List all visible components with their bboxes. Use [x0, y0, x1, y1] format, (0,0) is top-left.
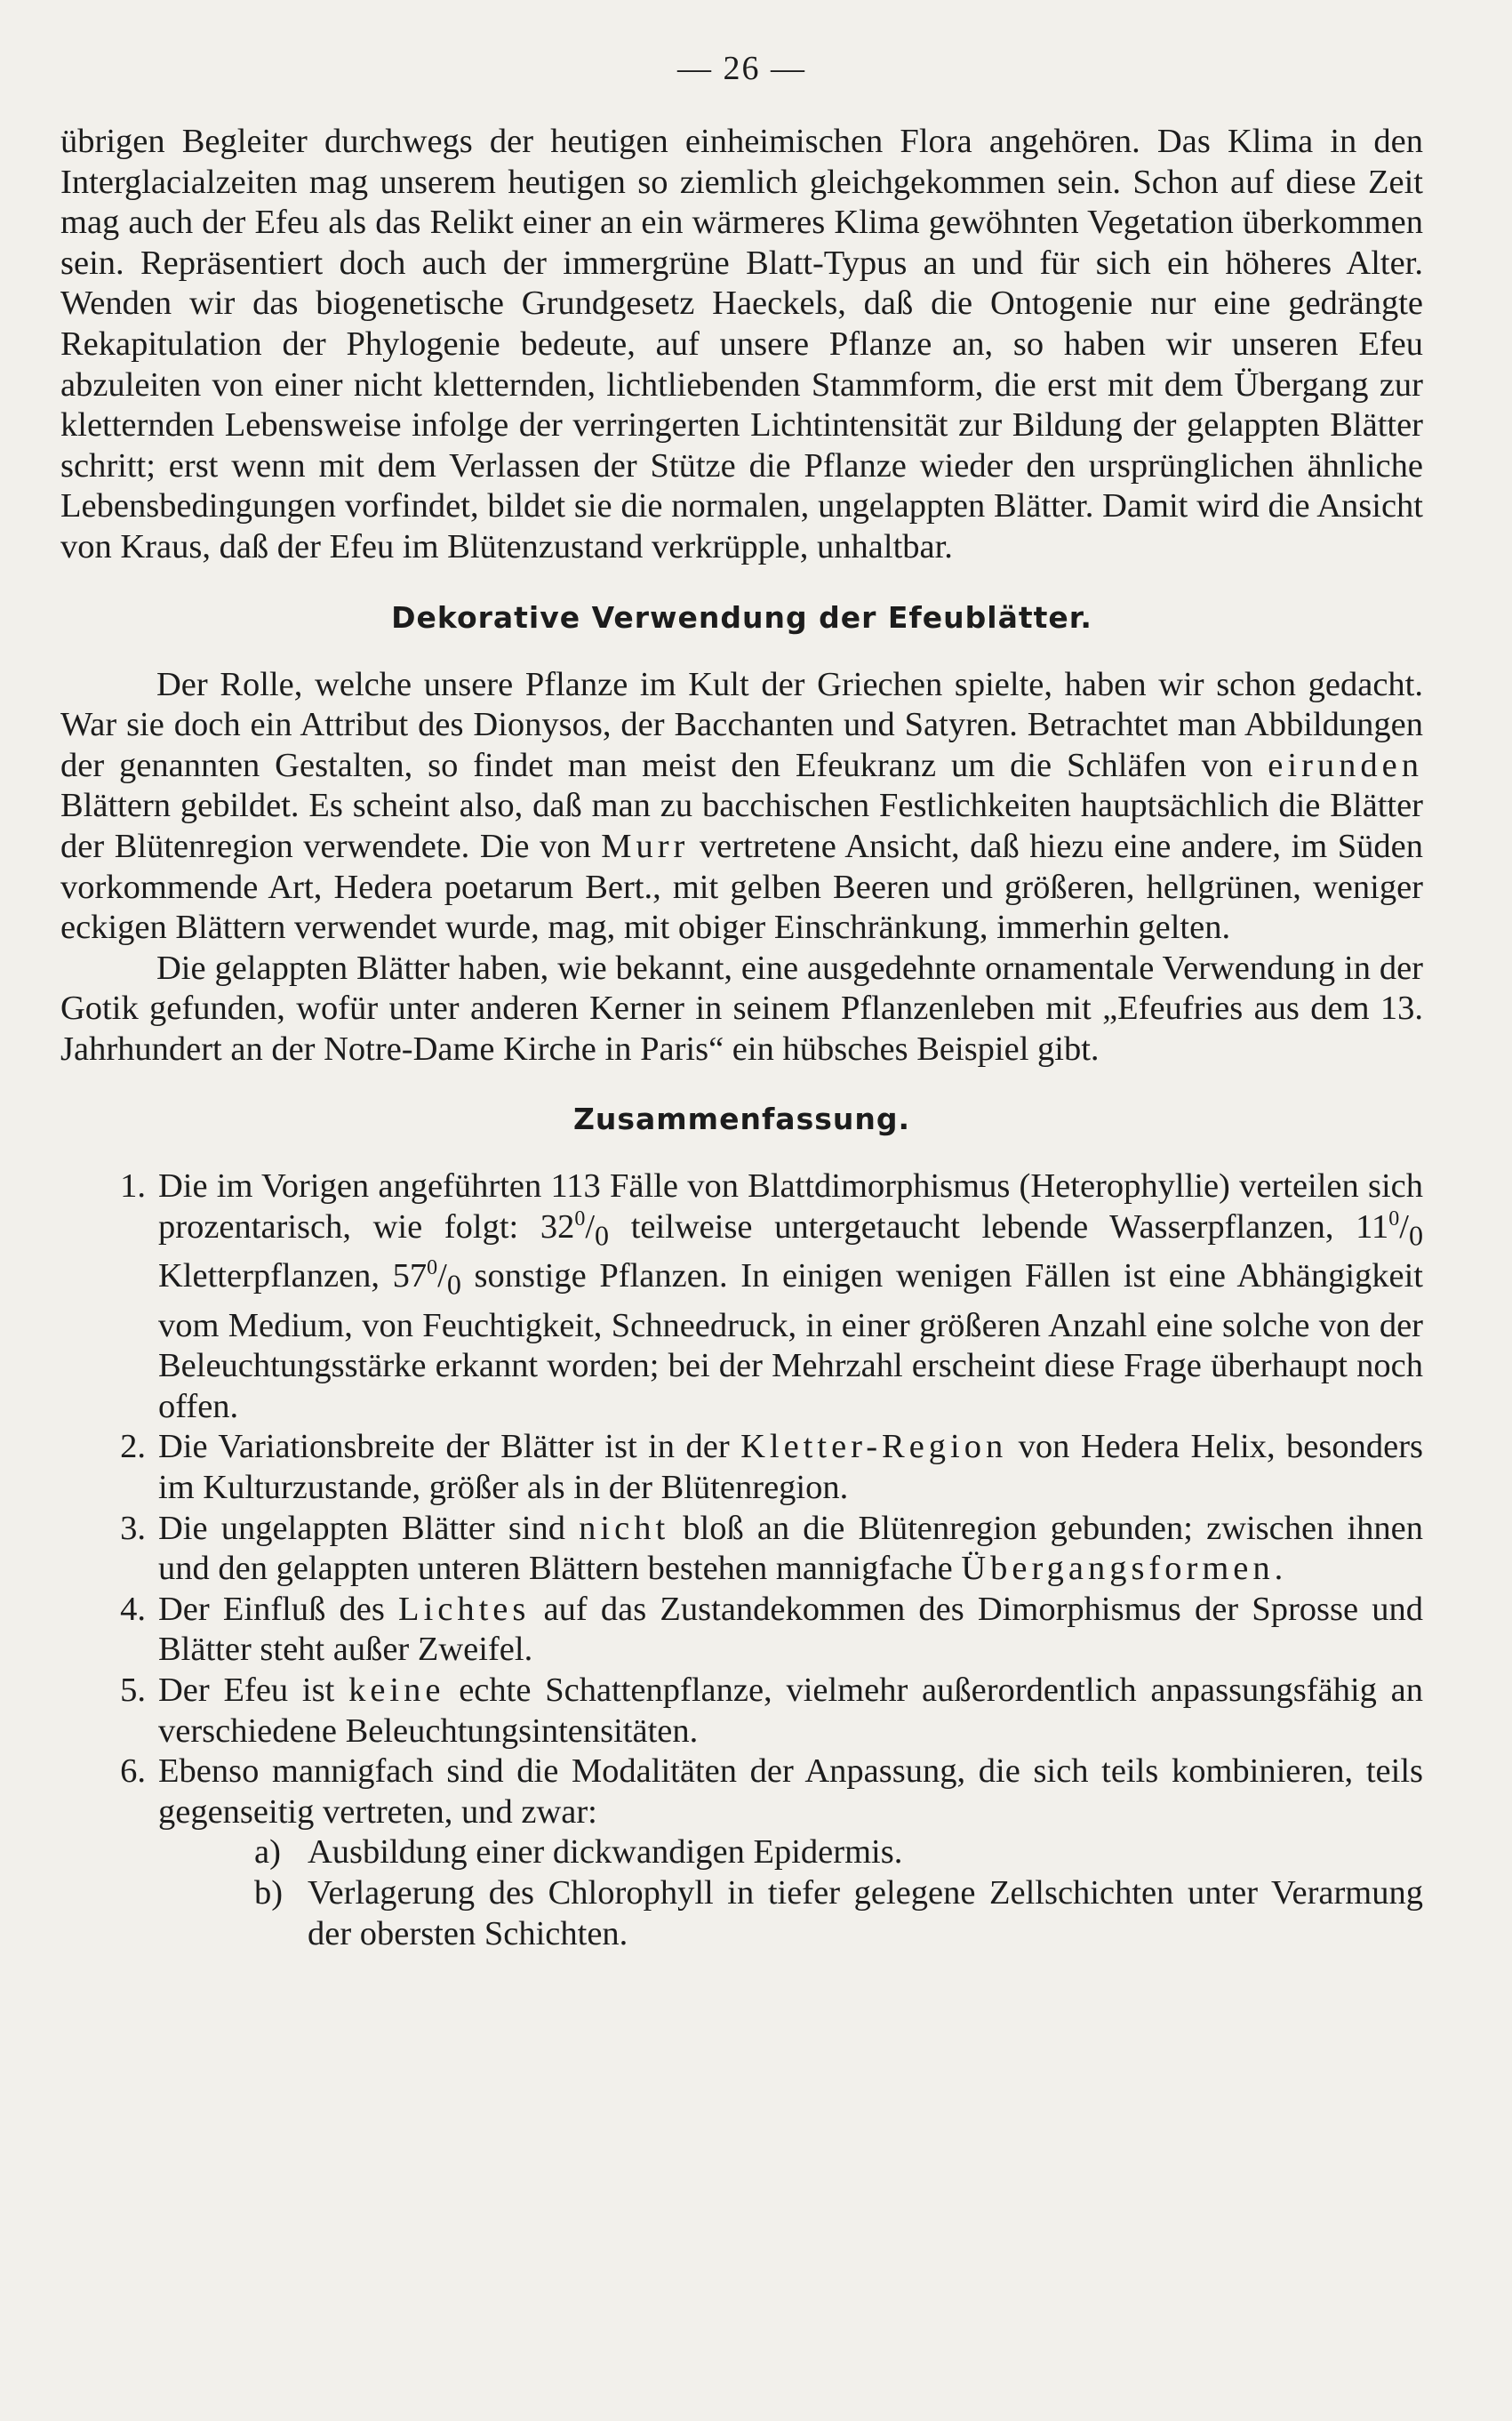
spaced-word: Murr — [601, 827, 690, 865]
spaced-word: eirunden — [1268, 746, 1423, 784]
paragraph-dionysos-cult — [60, 665, 1423, 949]
percent-slash: / — [1399, 1208, 1409, 1247]
percent-slash: / — [585, 1208, 596, 1247]
list-number: 3. — [120, 1509, 146, 1547]
list-item-text — [158, 1166, 1423, 1427]
text-run: Die ungelappten Blätter sind — [158, 1509, 580, 1547]
list-item — [60, 1166, 1423, 1427]
percent-denominator: 0 — [595, 1219, 610, 1252]
text-run: Kletterpflanzen, 57 — [158, 1257, 428, 1295]
sub-list-text: Ausbildung einer dickwandigen Epidermis. — [308, 1833, 903, 1872]
list-number: 5. — [120, 1671, 146, 1709]
list-number: 6. — [120, 1752, 146, 1791]
percent-numerator: 0 — [1388, 1207, 1400, 1231]
spaced-word: keine — [348, 1671, 445, 1709]
list-item-text — [158, 1671, 1423, 1752]
list-item-text: Ebenso mannigfach sind die Modalitäten der Anpassung, die sich teils kombinieren, teils gegenseitig vertreten, und zwar: — [158, 1752, 1423, 1831]
list-item — [60, 1752, 1423, 1832]
text-run: von Hedera Helix, besonders im Kulturzustande, größer als in der Blütenregion. — [158, 1428, 1423, 1506]
sub-list-letter: a) — [254, 1833, 281, 1872]
sub-list-item — [60, 1873, 1423, 1954]
list-item-text — [158, 1509, 1423, 1590]
section-heading-summary: Zusammenfassung. — [572, 1102, 911, 1137]
text-run: Die Variationsbreite der Blätter ist in der — [158, 1428, 741, 1466]
summary-list — [60, 1166, 1423, 1954]
text-run: Der Einfluß des — [158, 1590, 399, 1628]
list-item-text — [158, 1590, 1423, 1671]
spaced-word: Lichtes — [398, 1590, 531, 1628]
spaced-word: Übergangsformen — [961, 1550, 1275, 1588]
percent-numerator: 0 — [427, 1256, 438, 1280]
list-item-text — [158, 1427, 1423, 1508]
list-number: 1. — [120, 1167, 146, 1206]
list-item — [60, 1427, 1423, 1508]
percent-slash: / — [437, 1257, 447, 1295]
list-item — [60, 1671, 1423, 1752]
spaced-word: nicht — [579, 1509, 670, 1547]
sub-list-text: Verlagerung des Chlorophyll in tiefer gelegene Zellschichten unter Verarmung der obersten Schichten. — [308, 1873, 1423, 1952]
paragraph-ontogeny: übrigen Begleiter durchwegs der heutigen einheimischen Flora angehören. Das Klima in den Interglacialzeiten mag unserem heutigen so ziemlich gleichgekommen sein. Schon auf diese Zeit mag auch der Efeu als das Relikt einer an ein wärmeres Klima gewöhnten Vegetation überkommen sein. Repräsentiert doch auch der immergrüne Blatt-Typus an und für sich ein höheres Alter. Wenden wir das biogenetische Grundgesetz Haeckels, daß die Ontogenie nur eine gedrängte Rekapitulation der Phylogenie bedeute, auf unsere Pflanze an, so haben wir unseren Efeu abzuleiten von einer nicht kletternden, lichtliebenden Stammform, die erst mit dem Übergang zur kletternden Lebensweise infolge der verringerten Lichtintensität zur Bildung der gelappten Blätter schritt; erst wenn mit dem Verlassen der Stütze die Pflanze wieder den ursprünglichen ähnliche Lebensbedingungen vorfindet, bildet sie die normalen, ungelappten Blätter. Damit wird die Ansicht von Kraus, daß der Efeu im Blütenzustand verkrüpple, unhaltbar. — [60, 123, 1423, 565]
text-run: Der Efeu ist — [158, 1671, 349, 1709]
sub-list-letter: b) — [254, 1873, 284, 1912]
section-heading-decorative-use: Dekorative Verwendung der Efeublätter. — [391, 599, 1092, 635]
text-run: Blättern gebildet. Es scheint also, daß man zu bacchischen Festlichkeiten hauptsächlich die Blätter der Blütenregion verwendete. Die von — [60, 787, 1423, 865]
sub-list-item — [60, 1832, 1423, 1873]
list-number: 4. — [120, 1590, 146, 1628]
text-run: sonstige Pflanzen. In einigen wenigen Fällen ist eine Abhängigkeit vom Medium, von Feuchtigkeit, Schneedruck, in einer größeren Anzahl eine solche von der Beleuchtungsstärke erkannt worden; bei der Mehrzahl erscheint diese Frage überhaupt noch offen. — [158, 1257, 1423, 1425]
percent-denominator: 0 — [446, 1269, 461, 1302]
percent-numerator: 0 — [574, 1207, 586, 1231]
paragraph-gothic-ornament: Die gelappten Blätter haben, wie bekannt, eine ausgedehnte ornamentale Verwendung in der Gotik gefunden, wofür unter anderen Kerner in seinem Pflanzenleben mit „Efeufries aus dem 13. Jahrhundert an der Notre-Dame Kirche in Paris“ ein hübsches Beispiel gibt. — [60, 949, 1423, 1068]
text-run: vertretene Ansicht, daß hiezu eine andere, im Süden vorkommende Art, Hedera poetarum Bert., mit gelben Beeren und größeren, hellgrünen, weniger eckigen Blättern verwendet wurde, mag, mit obiger Einschränkung, immerhin gelten. — [60, 827, 1424, 947]
list-item — [60, 1509, 1423, 1590]
text-run: echte Schattenpflanze, vielmehr außerordentlich anpassungsfähig an verschiedene Beleuchtungsintensitäten. — [158, 1671, 1423, 1750]
text-run: . — [1274, 1550, 1284, 1588]
list-number: 2. — [120, 1428, 146, 1466]
text-run: auf das Zustandekommen des Dimorphismus der Sprosse und Blätter steht außer Zweifel. — [158, 1590, 1423, 1669]
text-run: teilweise untergetaucht lebende Wasserpflanzen, 11 — [609, 1208, 1389, 1247]
percent-denominator: 0 — [1408, 1219, 1423, 1252]
spaced-word: Kletter-Region — [740, 1428, 1008, 1466]
text-run: Der Rolle, welche unsere Pflanze im Kult der Griechen spielte, haben wir schon gedacht. War sie doch ein Attribut des Dionysos, der Bacchanten und Satyren. Betrachtet man Abbildungen der genannten Gestalten, so findet man meist den Efeukranz um die Schläfen von — [60, 665, 1423, 784]
list-item — [60, 1590, 1423, 1671]
text-run: Die im Vorigen angeführten 113 Fälle von Blattdimorphismus (Heterophyllie) verteilen sich prozentarisch, wie folgt: 32 — [158, 1167, 1423, 1247]
page-number: — 26 — — [677, 50, 806, 87]
text-run: bloß an die Blütenregion gebunden; zwischen ihnen und den gelappten unteren Blättern bestehen mannigfache — [158, 1509, 1423, 1588]
